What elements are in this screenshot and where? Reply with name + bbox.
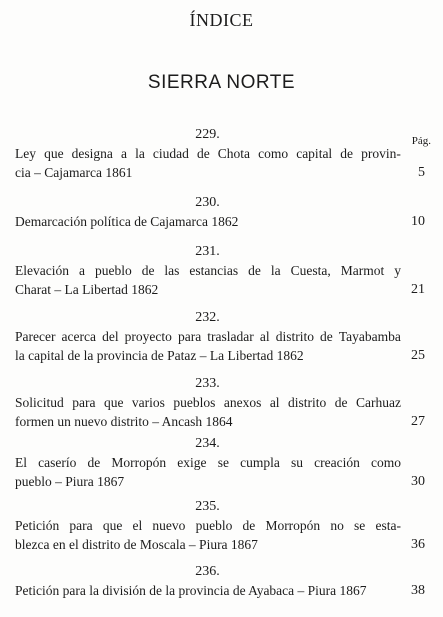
entry-title-line: blezca en el distrito de Moscala – Piura 1867	[15, 537, 258, 552]
entry-page-number: 10	[411, 214, 425, 229]
entry-title-line: pueblo – Piura 1867	[15, 474, 125, 489]
entry-page-number: 27	[411, 414, 425, 429]
entry-title-line: Petición para que el nuevo pueblo de Morropón no se esta-	[15, 518, 401, 533]
entry-page-number: 21	[411, 282, 425, 297]
entry-page-number: 30	[411, 474, 425, 489]
entry-title-line: Parecer acerca del proyecto para trasladar al distrito de Tayabamba	[15, 329, 401, 344]
toc-entry-232	[15, 308, 433, 365]
toc-entry-230	[15, 193, 433, 231]
entry-number: 235.	[195, 499, 220, 514]
entry-page-number: 5	[418, 165, 425, 180]
toc-entry-229	[15, 125, 433, 182]
entry-title-line: Elevación a pueblo de las estancias de la Cuesta, Marmot y	[15, 263, 401, 278]
section-heading: SIERRA NORTE	[147, 72, 296, 93]
entry-title-line: Demarcación política de Cajamarca 1862	[15, 214, 239, 229]
entry-number: 233.	[195, 376, 220, 391]
entry-page-number: 38	[411, 583, 425, 598]
entry-page-number: 36	[411, 537, 425, 552]
toc-entry-231	[15, 242, 433, 299]
toc-entry-235	[15, 497, 433, 554]
page-column-label: Pág.	[411, 135, 431, 147]
toc-entry-233	[15, 374, 433, 431]
entry-number: 231.	[195, 244, 220, 259]
toc-entry-236	[15, 562, 433, 600]
entry-page-number: 25	[411, 348, 425, 363]
entry-number: 230.	[195, 195, 220, 210]
entry-number: 234.	[195, 436, 220, 451]
entry-title-line: El caserío de Morropón exige se cumpla su creación como	[15, 455, 401, 470]
entry-number: 229.	[195, 127, 220, 142]
entry-title-line: Petición para la división de la provincia de Ayabaca – Piura 1867	[15, 583, 367, 598]
entry-title-line: cia – Cajamarca 1861	[15, 165, 133, 180]
entry-title-line: Charat – La Libertad 1862	[15, 282, 159, 297]
entry-number: 232.	[195, 310, 220, 325]
entry-title-line: Ley que designa a la ciudad de Chota como capital de provin-	[15, 146, 401, 161]
toc-entry-234	[15, 434, 433, 491]
entry-title-line: la capital de la provincia de Pataz – La Libertad 1862	[15, 348, 304, 363]
entry-title-line: Solicitud para que varios pueblos anexos al distrito de Carhuaz	[15, 395, 401, 410]
page-title: ÍNDICE	[189, 10, 254, 30]
entry-number: 236.	[195, 564, 220, 579]
entry-title-line: formen un nuevo distrito – Ancash 1864	[15, 414, 233, 429]
